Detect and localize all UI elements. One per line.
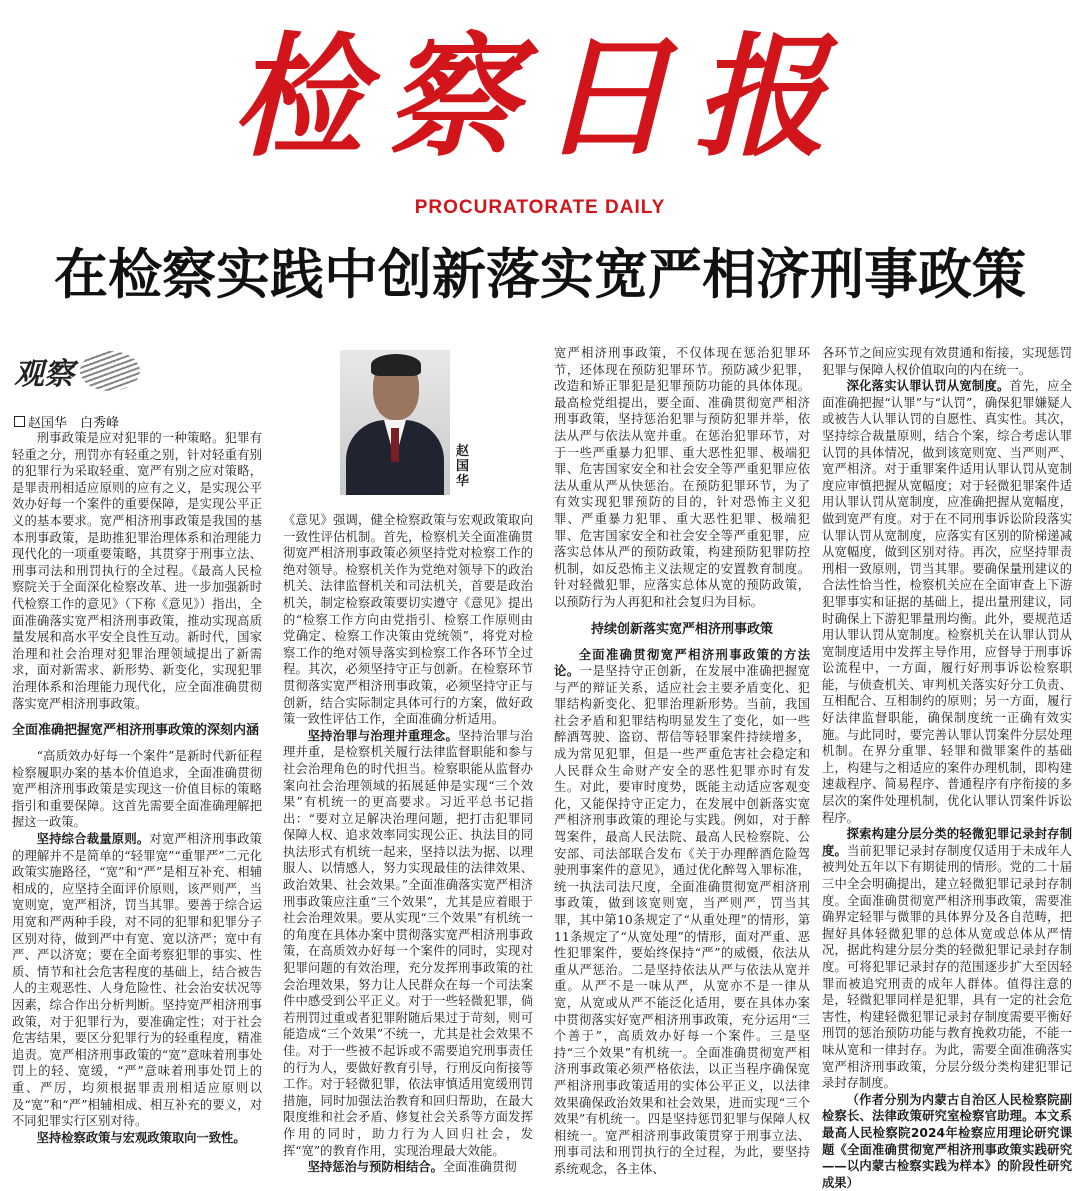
section-heading: 持续创新落实宽严相济刑事政策 bbox=[590, 621, 773, 637]
paragraph: “高质效办好每一个案件”是新时代新征程检察履职办案的基本价值追求，全面准确贯彻宽严相济刑事政策是实现这一价值目标的策略指引和重要保障。这首先需要全面准确理解把握这一政策。 bbox=[12, 749, 262, 830]
paragraph: 深化落实认罪认罚从宽制度。首先，应全面准确把握“认罪”与“认罚”，确保犯罪嫌疑人或被告人认罪认罚的自愿性、真实性。其次，坚持综合裁量原则，结合个案，综合考虑认罪认罚的具体情况，做到该宽则宽、当严则严、宽严相济。对于重罪案件适用认罪认罚从宽制度应审慎把握从宽幅度；对于轻微犯罪案件适用认罪认罚从宽制度，应准确把握从宽幅度，做到宽严有度。对于在不同刑事诉讼阶段落实认罪认罚从宽制度，应落实有区别的阶梯递减从宽幅度，做到区别对待。再次，应坚持罪责刑相一致原则，罚当其罪。要确保量刑建议的合法性恰当性，检察机关应在全面审查上下游犯罪事实和证据的基础上，提出量刑建议，同时确保上下游犯罪量刑均衡。此外，要规范适用认罪认罚从宽制度。检察机关在认罪认罚从宽制度适用中发挥主导作用，应督导于刑事诉讼流程中，一方面，履行好刑事诉讼检察职能，与侦查机关、审判机关落实好分工负责、互相配合、互相制约的原则；另一方面，履行好法律监督职能，确保制度统一正确有效实施。与此同时，要完善认罪认罚案件分层处理机制。在界分重罪、轻罪和微罪案件的基础上，构建与之相适应的案件办理机制，即构建速裁程序、简易程序、普通程序有序衔接的多层次的案件处理机制，优化认罪认罚案件诉讼程序。 bbox=[822, 379, 1072, 825]
newspaper-logo: 检察日报 bbox=[232, 20, 848, 175]
paragraph: 《意见》强调，健全检察政策与宏观政策取向一致性评估机制。首先，检察机关全面准确贯彻宽严相济刑事政策必须坚持党对检察工作的绝对领导。检察机关作为党绝对领导下的政治机关、法律监督机关和司法机关，首要是政治机关，制定检察政策要切实遵守《意见》提出的“检察工作方向由党指引、检察工作原则由党确定、检察工作决策由党统领”，将党对检察工作的绝对领导落实到检察工作各环节全过程。其次，必须坚持守正与创新。在检察环节贯彻落实宽严相济刑事政策，必须坚持守正与创新，结合实际制定具体可行的方案，做好政策一致性评估工作，全面准确分析适用。 bbox=[283, 513, 533, 727]
paragraph: 坚持检察政策与宏观政策取向一致性。 bbox=[36, 1130, 246, 1145]
column-4 bbox=[822, 345, 1072, 1191]
column-2 bbox=[283, 512, 533, 1176]
newspaper-subtitle: PROCURATORATE DAILY bbox=[414, 197, 666, 218]
author-note: （作者分别为内蒙古自治区人民检察院副检察长、法律政策研究室检察官助理。本文系最高人民检察院2024年检察应用理论研究课题《全面准确贯彻宽严相济刑事政策实践研究——以内蒙古检察实践为样本》的阶段性研究成果） bbox=[822, 1092, 1072, 1190]
paragraph: 坚持治罪与治理并重理念。坚持治罪与治理并重，是检察机关履行法律监督职能和参与社会治理角色的时代担当。检察职能从监督办案向社会治理领域的拓展延伸是实现“三个效果”有机统一的更高要求。习近平总书记指出：“要对立足解决治理问题，把打击犯罪同保障人权、追求效率同实现公正、执法目的同执法形式有机统一起来，坚持以法为据、以理服人、以情感人，努力实现最佳的法律效果、政治效果、社会效果。”全面准确落实宽严相济刑事政策应注重“三个效果”，尤其是应着眼于社会治理效果。要从实现“三个效果”有机统一的角度在具体办案中贯彻落实宽严相济刑事政策，在高质效办好每一个案件的同时，实现对犯罪问题的有效治理，充分发挥刑事政策的社会治理效果，努力让人民群众在每一个司法案件中感受到公平正义。对于一些轻微犯罪，倘若刑罚过重或者犯罪附随后果过于苛刻，则可能造成“三个效果”不统一，尤其是社会效果不佳。对于一些被不起诉或不需要追究刑事责任的行为人，要做好教育引导，行刑反向衔接等工作。对于轻微犯罪，依法审慎适用宽缓刑罚措施，同时加强法治教育和回归帮助，在最大限度维和社会矛盾、修复社会关系等方面发挥作用的同时，助力行为人回归社会，发挥“宽”的教育作用，实现治理最大效能。 bbox=[283, 728, 533, 1158]
photo-caption: 赵国华 bbox=[456, 444, 470, 489]
swirl-icon bbox=[80, 351, 140, 391]
square-icon bbox=[14, 416, 25, 427]
paragraph: 各环节之间应实现有效贯通和衔接，实现惩罚犯罪与保障人权价值取向的内在统一。 bbox=[822, 346, 1072, 377]
column-3 bbox=[554, 345, 810, 1178]
paragraph: 坚持惩治与预防相结合。全面准确贯彻 bbox=[307, 1160, 517, 1175]
byline: 赵国华 白秀峰 bbox=[14, 412, 119, 431]
paragraph: 探索构建分层分类的轻微犯罪记录封存制度。当前犯罪记录封存制度仅适用于未成年人被判处五年以下有期徒刑的情形。党的二十届三中全会明确提出，建立轻微犯罪记录封存制度。全面准确贯彻宽严相济刑事政策，需要准确界定轻罪与微罪的具体界分及各自范畴，把握好具体轻微犯罪的总体从宽或总体从严情况，据此构建分层分类的轻微犯罪记录封存制度。可将犯罪记录封存的范围逐步扩大至因轻罪而被追究刑责的成年人群体。值得注意的是，轻微犯罪同样是犯罪，具有一定的社会危害性，构建轻微犯罪记录封存制度需要平衡好刑罚的惩治预防功能与教育挽救功能，不能一味从宽和一律封存。为此，需要全面准确落实宽严相济刑事政策，分层分级分类构建犯罪记录封存制度。 bbox=[822, 827, 1072, 1091]
paragraph: 坚持综合裁量原则。对宽严相济刑事政策的理解并不是简单的“轻罪宽”“重罪严”二元化政策实施路径，“宽”和“严”是相互补充、相辅相成的，应坚持全面评价原则，该严则严，当宽则宽，宽严相济，罚当其罪。要善于综合运用宽和严两种手段，对不同的犯罪和犯罪分子区别对待，做到严中有宽、宽以济严；宽中有严、严以济宽；要在全面考察犯罪的事实、性质、情节和社会危害程度的基础上，结合被告人的主观恶性、人身危险性、社会治安状况等因素，综合作出分析判断。坚持宽严相济刑事政策，对于犯罪行为，要准确定性；对于社会危害结果，要区分犯罪行为的轻重程度，精准追责。宽严相济刑事政策的“宽”意味着刑事处罚上的轻、宽缓，“严”意味着刑事处罚上的重、严厉，均须根据罪责刑相适应原则以及“宽”和“严”相辅相成、相互补充的要义，对不同犯罪实行区别对待。 bbox=[12, 832, 262, 1129]
paragraph: 全面准确贯彻宽严相济刑事政策的方法论。一是坚持守正创新，在发展中准确把握宽与严的辩证关系，适应社会主要矛盾变化、犯罪结构新变化、犯罪治理新形势。当前，我国社会矛盾和犯罪结构明显发生了变化，如一些醉酒驾驶、盗窃、帮信等轻罪案件持续增多，成为常见犯罪，但是一些严重危害社会稳定和人民群众生命财产安全的恶性犯罪亦时有发生。对此，要审时度势，既能主动适应客观变化，又能保持守正定力，在发展中创新落实宽严相济刑事政策的理论与实践。例如，对于醉驾案件，最高人民法院、最高人民检察院、公安部、司法部联合发布《关于办理醉酒危险驾驶刑事案件的意见》，通过优化醉驾入罪标准，统一执法司法尺度，全面准确贯彻宽严相济刑事政策，做到该宽则宽，当严则严，罚当其罪，其中第10条规定了“从重处理”的情形，第11条规定了“从宽处理”的情形，面对严重、恶性犯罪案件，要始终保持“严”的威慑，依法从重从严惩治。二是坚持依法从严与依法从宽并重。从严不是一味从严，从宽亦不是一律从宽，从宽或从严不能泛化适用，要在具体办案中贯彻落实好宽严相济刑事政策，充分运用“三个善于”，高质效办好每一个案件。三是坚持“三个效果”有机统一。全面准确贯彻宽严相济刑事政策必须严格依法，以正当程序确保宽严相济刑事政策适用的实体公平正义，以法律效果确保政治效果和社会效果，进而实现“三个效果”有机统一。四是坚持惩罚犯罪与保障人权相统一。宽严相济刑事政策贯穿于刑事立法、刑事司法和刑罚执行的全过程，为此，要坚持系统观念，各主体、 bbox=[554, 647, 810, 1176]
paragraph: 刑事政策是应对犯罪的一种策略。犯罪有轻重之分，刑罚亦有轻重之别，针对轻重有别的犯罪行为采取轻重、宽严有别之应对策略，是罪责刑相适应原则的应有之义，是实现公平效办好每一个案件的重要保障，是实现公平正义的基本要求。宽严相济刑事政策是我国的基本刑事政策，是助推犯罪治理体系和治理能力现代化的一项重要策略，其贯穿于刑事立法、刑事司法和刑罚执行的全过程。《最高人民检察院关于全面深化检察改革、进一步加强新时代检察工作的意见》（下称《意见》）指出，全面准确落实宽严相济刑事政策，推动实现高质量发展和高水平安全良性互动。新时代，国家治理和社会治理对犯罪治理领域提出了新需求，面对新需求、新形势、新变化，实现犯罪治理体系和治理能力现代化，应全面准确贯彻落实宽严相济刑事政策。 bbox=[12, 431, 262, 711]
column-1 bbox=[12, 430, 262, 1146]
author-photo bbox=[340, 350, 450, 495]
section-heading: 全面准确把握宽严相济刑事政策的深刻内涵 bbox=[12, 723, 260, 739]
column-logo: 观察 bbox=[14, 349, 134, 401]
masthead bbox=[0, 0, 1080, 225]
paragraph: 宽严相济刑事政策，不仅体现在惩治犯罪环节，还体现在预防犯罪环节。预防减少犯罪，改造和矫正罪犯是犯罪预防功能的具体体现。最高检党组提出，要全面、准确贯彻宽严相济刑事政策，坚持惩治犯罪与预防犯罪并举，依法从严与依法从宽并重。在惩治犯罪环节，对于一些严重暴力犯罪、重大恶性犯罪、极端犯罪、危害国家安全和社会安全等严重犯罪应依法从重从严从快惩治。在预防犯罪环节，为了有效实现犯罪预防的目的，针对恐怖主义犯罪、严重暴力犯罪、重大恶性犯罪、极端犯罪、危害国家安全和社会安全等严重犯罪，应落实总体从严的预防政策，构建预防犯罪防控机制，如反恐怖主义法规定的安置教育制度。针对轻微犯罪，应落实总体从宽的预防政策，以预防行为人再犯和社会复归为目标。 bbox=[554, 346, 810, 609]
article-headline: 在检察实践中创新落实宽严相济刑事政策 bbox=[54, 243, 1026, 306]
